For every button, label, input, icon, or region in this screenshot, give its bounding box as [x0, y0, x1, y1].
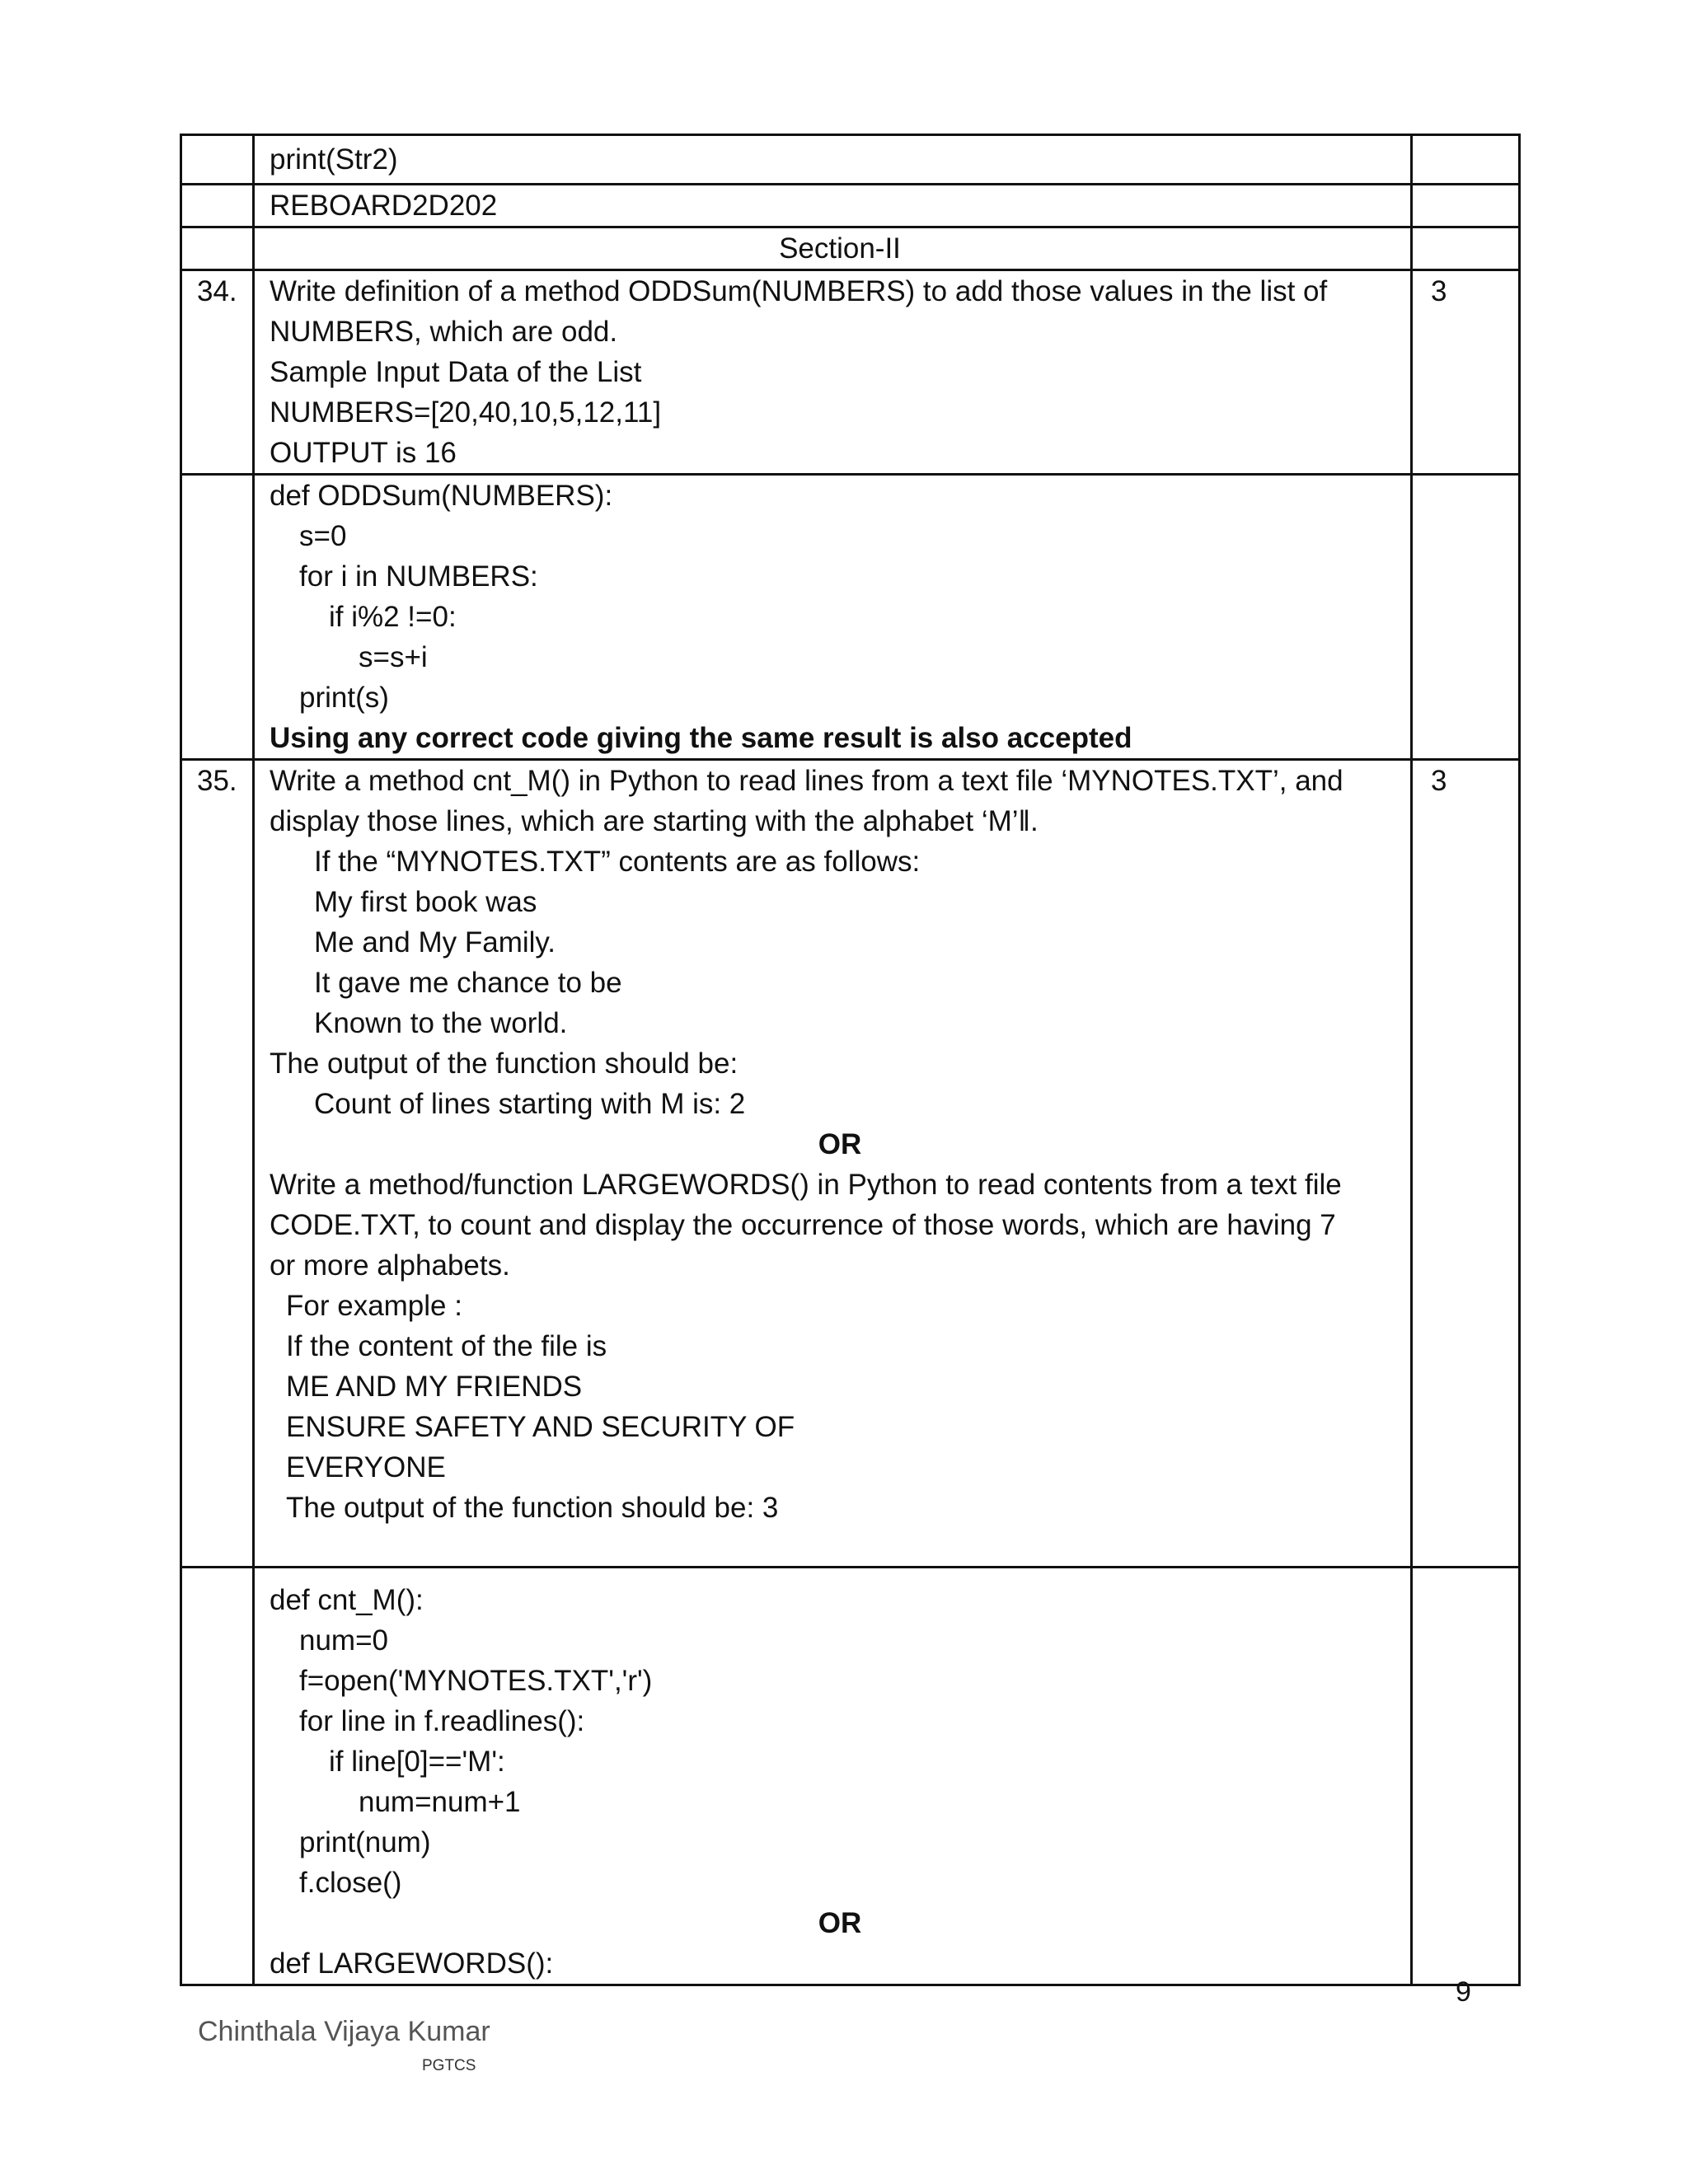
answer-code: [254, 475, 1412, 760]
table-row: [181, 135, 1520, 185]
content-cell: [254, 185, 1412, 227]
question-row-35: [181, 760, 1520, 1568]
answer-code: [254, 1568, 1412, 1985]
code-line: if i%2 !=0:: [329, 601, 457, 633]
number-cell: [181, 1568, 254, 1985]
sample-line: EVERYONE: [286, 1451, 446, 1483]
code-line: print(num): [299, 1826, 431, 1858]
question-line: NUMBERS, which are odd.: [270, 316, 618, 348]
section-heading: [254, 227, 1412, 270]
marks-cell: [1412, 1568, 1520, 1985]
sample-line: For example :: [286, 1290, 462, 1322]
code-line: f.close(): [299, 1867, 402, 1899]
question-line: NUMBERS=[20,40,10,5,12,11]: [270, 396, 662, 429]
section-title: Section-II: [779, 232, 901, 265]
code-line: def cnt_M():: [270, 1584, 424, 1616]
answer-key-table: [180, 134, 1521, 1986]
code-line: if line[0]=='M':: [329, 1746, 505, 1778]
number-cell: [181, 135, 254, 185]
code-line: num=0: [299, 1624, 388, 1657]
sample-line: The output of the function should be: 3: [286, 1492, 779, 1524]
question-row-34: [181, 270, 1520, 475]
or-separator: OR: [818, 1128, 862, 1160]
sample-line: If the content of the file is: [286, 1330, 607, 1362]
output-line: REBOARD2D202: [270, 190, 498, 222]
question-line: CODE.TXT, to count and display the occurrence of those words, which are having 7: [270, 1209, 1336, 1241]
question-line: Write a method/function LARGEWORDS() in Python to read contents from a text file: [270, 1169, 1342, 1201]
content-cell: [254, 135, 1412, 185]
number-cell: [181, 475, 254, 760]
question-line: display those lines, which are starting with the alphabet ‘M’ǁ.: [270, 805, 1039, 837]
answer-note: Using any correct code giving the same result is also accepted: [270, 722, 1132, 754]
marks-cell: [1412, 475, 1520, 760]
question-text: [254, 270, 1412, 475]
question-line: OUTPUT is 16: [270, 437, 457, 469]
code-line: def LARGEWORDS():: [270, 1947, 554, 1980]
question-line: Write a method cnt_M() in Python to read lines from a text file ‘MYNOTES.TXT’, and: [270, 765, 1343, 797]
sample-line: Me and My Family.: [314, 926, 556, 958]
number-cell: [181, 185, 254, 227]
marks-cell: [1412, 185, 1520, 227]
number-cell: [181, 227, 254, 270]
answer-row-34: [181, 475, 1520, 760]
question-line: or more alphabets.: [270, 1249, 510, 1282]
code-line: for i in NUMBERS:: [299, 560, 538, 593]
code-line: print(Str2): [270, 143, 398, 176]
sample-line: It gave me chance to be: [314, 967, 622, 999]
code-line: f=open('MYNOTES.TXT','r'): [299, 1665, 653, 1697]
sample-line: Known to the world.: [314, 1007, 568, 1039]
code-line: print(s): [299, 682, 389, 714]
code-line: s=0: [299, 520, 347, 552]
section-row: [181, 227, 1520, 270]
question-number: 35.: [181, 760, 254, 1568]
author-name: Chinthala Vijaya Kumar: [198, 2016, 490, 2047]
marks-cell: [1412, 227, 1520, 270]
sample-line: ME AND MY FRIENDS: [286, 1371, 583, 1403]
sample-line: My first book was: [314, 886, 537, 918]
question-number: 34.: [181, 270, 254, 475]
or-separator: OR: [818, 1907, 862, 1939]
marks-value: 3: [1412, 760, 1520, 1568]
sample-line: ENSURE SAFETY AND SECURITY OF: [286, 1411, 795, 1443]
author-role: PGTCS: [422, 2057, 476, 2074]
marks-value: 3: [1412, 270, 1520, 475]
code-line: def ODDSum(NUMBERS):: [270, 480, 613, 512]
question-line: Sample Input Data of the List: [270, 356, 642, 388]
code-line: s=s+i: [359, 641, 428, 673]
code-line: num=num+1: [359, 1786, 521, 1818]
marks-cell: [1412, 135, 1520, 185]
page-number: 9: [1456, 1976, 1471, 2008]
code-line: for line in f.readlines():: [299, 1705, 585, 1737]
question-line: If the “MYNOTES.TXT” contents are as follows:: [314, 846, 921, 878]
sample-line: Count of lines starting with M is: 2: [314, 1088, 746, 1120]
question-line: Write definition of a method ODDSum(NUMBERS) to add those values in the list of: [270, 275, 1328, 307]
answer-row-35: [181, 1568, 1520, 1985]
table-row: [181, 185, 1520, 227]
question-text: [254, 760, 1412, 1568]
cell-spacer: [270, 1528, 1410, 1566]
question-line: The output of the function should be:: [270, 1047, 738, 1080]
